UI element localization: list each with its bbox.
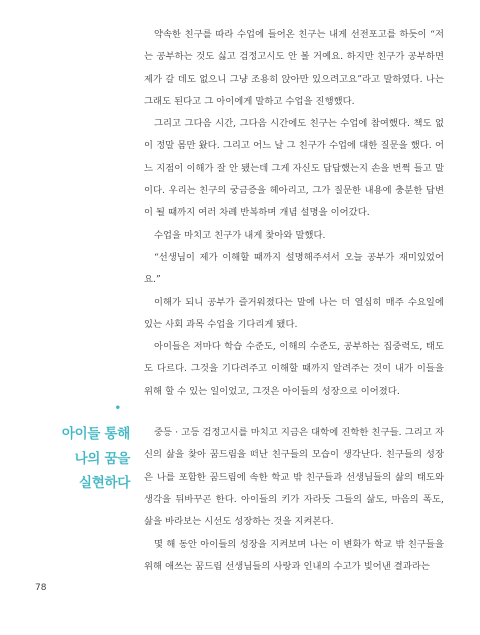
paragraph: 중등 · 고등 검정고시를 마치고 지금은 대학에 진학한 친구들. 그리고 자신의 삶을 찾아 꿈드림을 떠난 친구들의 모습이 생각난다. 친구들의 성장은 나를 포함한 꿈드림에 속한 학교 밖 친구들과 선생님들의 삶의 태도와 생각을 뒤바꾸곤 한다. 아이들의 키가 자라듯 그들의 삶도, 마음의 폭도, 삶을 바라보는 시선도 성장하는 것을 지켜본다. (144, 427, 444, 528)
paragraph: 이해가 되니 공부가 즐거워졌다는 말에 나는 더 열심히 매주 수요일에 있는 사회 과목 수업을 기다리게 됐다. (144, 296, 444, 330)
paragraph: 약속한 친구를 따라 수업에 들어온 친구는 내게 선전포고를 하듯이 “저는 공부하는 것도 싫고 검정고시도 안 볼 거예요. 하지만 친구가 공부하면 제가 갈 데도 없으니 그냥 조용히 앉아만 있으려고요”라고 말하였다. 나는 그래도 된다고 그 아이에게 말하고 수업을 진행했다. (144, 29, 444, 107)
section-title-line: 아이들 통해 (61, 426, 130, 442)
paragraph: 몇 해 동안 아이들의 성장을 지켜보며 나는 이 변화가 학교 밖 친구들을 위해 애쓰는 꿈드림 선생님들의 사랑과 인내의 수고가 빚어낸 결과라는 (144, 538, 444, 572)
paragraph: 그리고 그다음 시간, 그다음 시간에도 친구는 수업에 참여했다. 책도 없이 정말 몸만 왔다. 그리고 어느 날 그 친구가 수업에 대한 질문을 했다. 어느 지점이 이해가 잘 안 됐는데 그게 자신도 답답했는지 손을 번쩍 들고 말이다. 우리는 친구의 궁금증을 헤아리고, 그가 질문한 내용에 충분한 답변이 될 때까지 여러 차례 반복하며 개념 설명을 이어갔다. (144, 118, 444, 219)
quote-paragraph: “선생님이 제가 이해할 때까지 설명해주셔서 오늘 공부가 재미있었어요.” (144, 251, 444, 286)
section-title-line: 나의 꿈을 (74, 450, 130, 467)
body-text (144, 24, 444, 578)
paragraph: 수업을 마치고 친구가 내게 찾아와 말했다. (154, 229, 326, 241)
section-heading (34, 404, 130, 496)
page-number: 78 (35, 583, 47, 593)
section-title-line: 실현하다 (79, 475, 130, 491)
section-gap (144, 403, 444, 422)
bullet-dot: • (114, 403, 121, 414)
paragraph: 아이들은 저마다 학습 수준도, 이해의 수준도, 공부하는 집중력도, 태도도 다르다. 그것을 기다려주고 이해할 때까지 알려주는 것이 내가 이들을 위해 할 수 있는 일이었고, 그것은 아이들의 성장으로 이어졌다. (144, 341, 444, 397)
